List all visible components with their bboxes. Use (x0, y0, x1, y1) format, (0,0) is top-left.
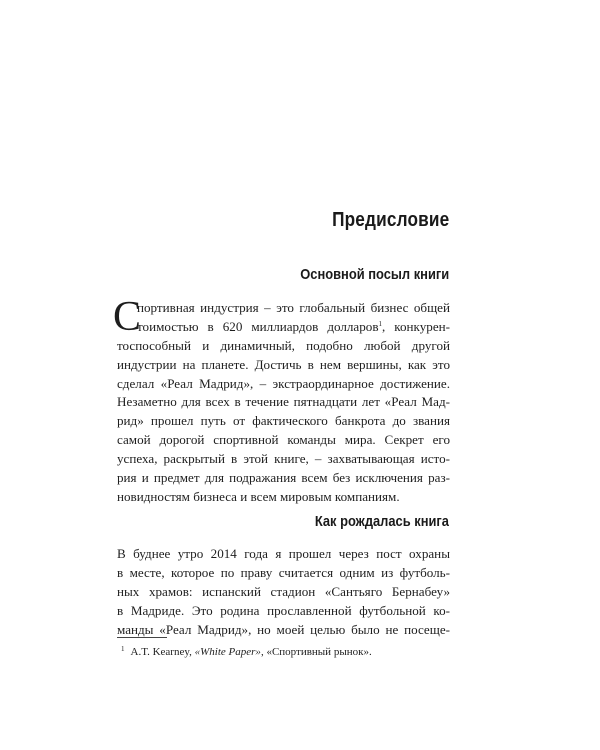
text-span: тоимостью в 620 миллиардов долларов (137, 318, 379, 334)
footnote-divider (117, 637, 167, 638)
section-heading-main-message: Основной посыл книги (300, 266, 449, 283)
text-line: ных храмов: испанский стадион «Сантьяго Бернабеу» (117, 583, 450, 599)
footnote-marker: 1 (121, 645, 125, 653)
footnote-text: A.T. Kearney, (130, 646, 195, 658)
paragraph-main-message (117, 299, 450, 507)
text-line: в Мадриде. Это родина прославленной футбольной ко- (117, 602, 450, 618)
footnote (121, 645, 372, 658)
text-line: самой дорогой спортивной команды мира. Секрет его (117, 432, 450, 448)
text-line: рид» прошел путь от фактического банкрота до звания (117, 413, 450, 429)
text-line: портивная индустрия – это глобальный бизнес общей (137, 300, 450, 315)
text-line: манды «Реал Мадрид», но моей целью было не посеще- (117, 621, 450, 637)
text-line: успеха, раскрытый в этой книге, – захватывающая исто- (117, 451, 450, 467)
text-line: В буднее утро 2014 года я прошел через пост охраны (117, 546, 450, 561)
chapter-title: Предисловие (331, 209, 449, 231)
text-line: в месте, которое по праву считается одним из футболь- (117, 564, 450, 580)
footnote-text: , «Спортивный рынок». (260, 646, 372, 658)
paragraph-book-origin (117, 545, 450, 639)
text-line (117, 318, 450, 337)
text-span: , конкурен- (382, 318, 451, 334)
text-line: рия и предмет для подражания всем без исключения раз- (117, 470, 450, 486)
text-line: индустрии на планете. Достичь в нем вершины, как это (117, 356, 450, 372)
text-line: тоспособный и динамичный, подобно любой другой (117, 337, 450, 353)
text-line: сделал «Реал Мадрид», – экстраординарное достижение. (117, 375, 450, 391)
drop-cap: С (113, 294, 142, 340)
footnote-italic: «White Paper» (194, 646, 261, 658)
footnote-ref: 1 (378, 319, 383, 328)
text-line: новидностям бизнеса и всем мировым компаниям. (117, 488, 400, 504)
section-heading-book-origin: Как рождалась книга (314, 513, 449, 530)
text-line: Незаметно для всех в течение пятнадцати лет «Реал Мад- (117, 394, 450, 410)
